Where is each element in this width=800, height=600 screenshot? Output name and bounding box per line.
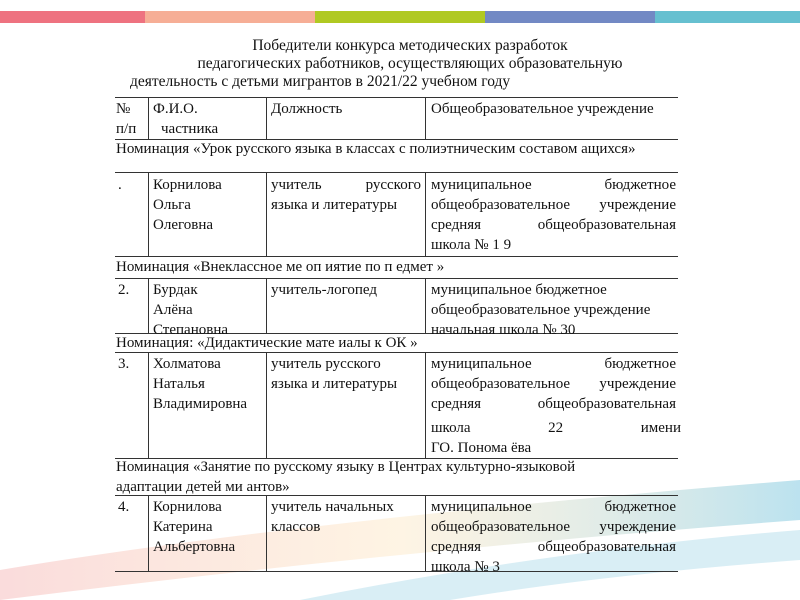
row-number [118, 354, 146, 374]
cell-line: муниципальное бюджетное [431, 177, 676, 193]
divider [148, 172, 149, 256]
cell-line: общеобразовательное учреждение [431, 302, 651, 318]
position-cell [271, 354, 421, 394]
school-cell [431, 175, 676, 255]
cell-line: общеобразовательное учреждение [431, 197, 676, 213]
school-cell [431, 497, 676, 577]
cell-line: Корнилова [153, 177, 222, 193]
cell-line: Корнилова [153, 499, 222, 515]
divider [148, 352, 149, 458]
school-cell [431, 280, 676, 340]
cell-line: школа 22 имени [431, 420, 681, 436]
name-cell [153, 175, 263, 235]
header-text: п/п [116, 121, 137, 137]
row-number [118, 280, 146, 300]
cell-line: Наталья [153, 376, 205, 392]
divider [148, 495, 149, 571]
divider [266, 278, 267, 333]
cell-line: Альбертовна [153, 539, 236, 555]
cell-line: общеобразовательное учреждение [431, 519, 676, 535]
divider [425, 97, 426, 139]
cell-line: Алёна [153, 302, 193, 318]
divider [115, 97, 678, 98]
divider [115, 172, 678, 173]
divider [115, 278, 678, 279]
school-cell [431, 354, 681, 458]
cell-line: школа № 3 [431, 559, 500, 575]
position-cell [271, 280, 421, 300]
divider [425, 172, 426, 256]
row-number [118, 175, 146, 195]
page-title [130, 37, 670, 91]
cell-line: Холматова [153, 356, 221, 372]
cell-line: муниципальное бюджетное [431, 282, 607, 298]
bar-segment [0, 11, 145, 23]
divider [266, 97, 267, 139]
nomination-heading: Номинация «Внеклассное ме оп иятие по п едмет » [116, 259, 445, 275]
nomination-heading: Номинация «Урок русского языка в классах с полиэтническим составом ащихся» [116, 141, 636, 157]
cell-line: общеобразовательное учреждение [431, 376, 676, 392]
cell-line: учитель-логопед [271, 282, 377, 298]
title-line: педагогических работников, осуществляющих образовательную [197, 55, 623, 72]
cell-line: . [118, 177, 122, 193]
cell-line: средняя общеобразовательная [431, 539, 676, 555]
cell-line: Ольга [153, 197, 191, 213]
nomination-heading: Номинация: «Дидактические мате иалы к ОК » [116, 335, 418, 351]
cell-line: учитель русского [271, 356, 381, 372]
name-cell [153, 497, 263, 557]
cell-line: Олеговна [153, 217, 214, 233]
header-text: № [116, 101, 131, 117]
name-cell [153, 280, 263, 340]
title-line: Победители конкурса методических разработок [252, 37, 568, 54]
bar-segment [315, 11, 485, 23]
cell-line: 3. [118, 356, 130, 372]
cell-line: 4. [118, 499, 130, 515]
header-num [116, 99, 136, 139]
divider [425, 352, 426, 458]
cell-line: муниципальное бюджетное [431, 499, 676, 515]
cell-line: 2. [118, 282, 130, 298]
divider [425, 278, 426, 333]
cell-line: Степановна [153, 322, 228, 338]
cell-line: школа № 1 9 [431, 237, 512, 253]
position-cell [271, 497, 421, 537]
header-fio [153, 99, 218, 139]
cell-line: учитель русского [271, 177, 421, 193]
cell-line: начальная школа № 30 [431, 322, 576, 338]
bar-segment [145, 11, 315, 23]
header-school: Общеобразовательное учреждение [431, 101, 654, 117]
cell-line: муниципальное бюджетное [431, 356, 676, 372]
header-text: Ф.И.О. [153, 101, 198, 117]
cell-line: учитель начальных [271, 499, 394, 515]
row-number [118, 497, 146, 517]
divider [148, 278, 149, 333]
cell-line: средняя общеобразовательная [431, 396, 676, 412]
header-position: Должность [271, 101, 343, 117]
divider [148, 97, 149, 139]
divider [266, 495, 267, 571]
header-text: частника [161, 121, 219, 137]
nomination-heading: Номинация «Занятие по русскому языку в Центрах культурно-языковой адаптации детей ми антов» [116, 459, 576, 495]
cell-line: языка и литературы [271, 376, 398, 392]
position-cell [271, 175, 421, 215]
cell-line: ГО. Понома ёва [431, 440, 532, 456]
cell-line: классов [271, 519, 321, 535]
name-cell [153, 354, 263, 414]
bar-segment [485, 11, 655, 23]
cell-line: средняя общеобразовательная [431, 217, 676, 233]
cell-line: Бурдак [153, 282, 198, 298]
divider [425, 495, 426, 571]
title-line: деятельность с детьми мигрантов в 2021/22 учебном году [130, 73, 511, 90]
cell-line: языка и литературы [271, 197, 398, 213]
divider [266, 352, 267, 458]
bar-segment [655, 11, 800, 23]
cell-line: Катерина [153, 519, 213, 535]
divider [266, 172, 267, 256]
cell-line: Владимировна [153, 396, 248, 412]
